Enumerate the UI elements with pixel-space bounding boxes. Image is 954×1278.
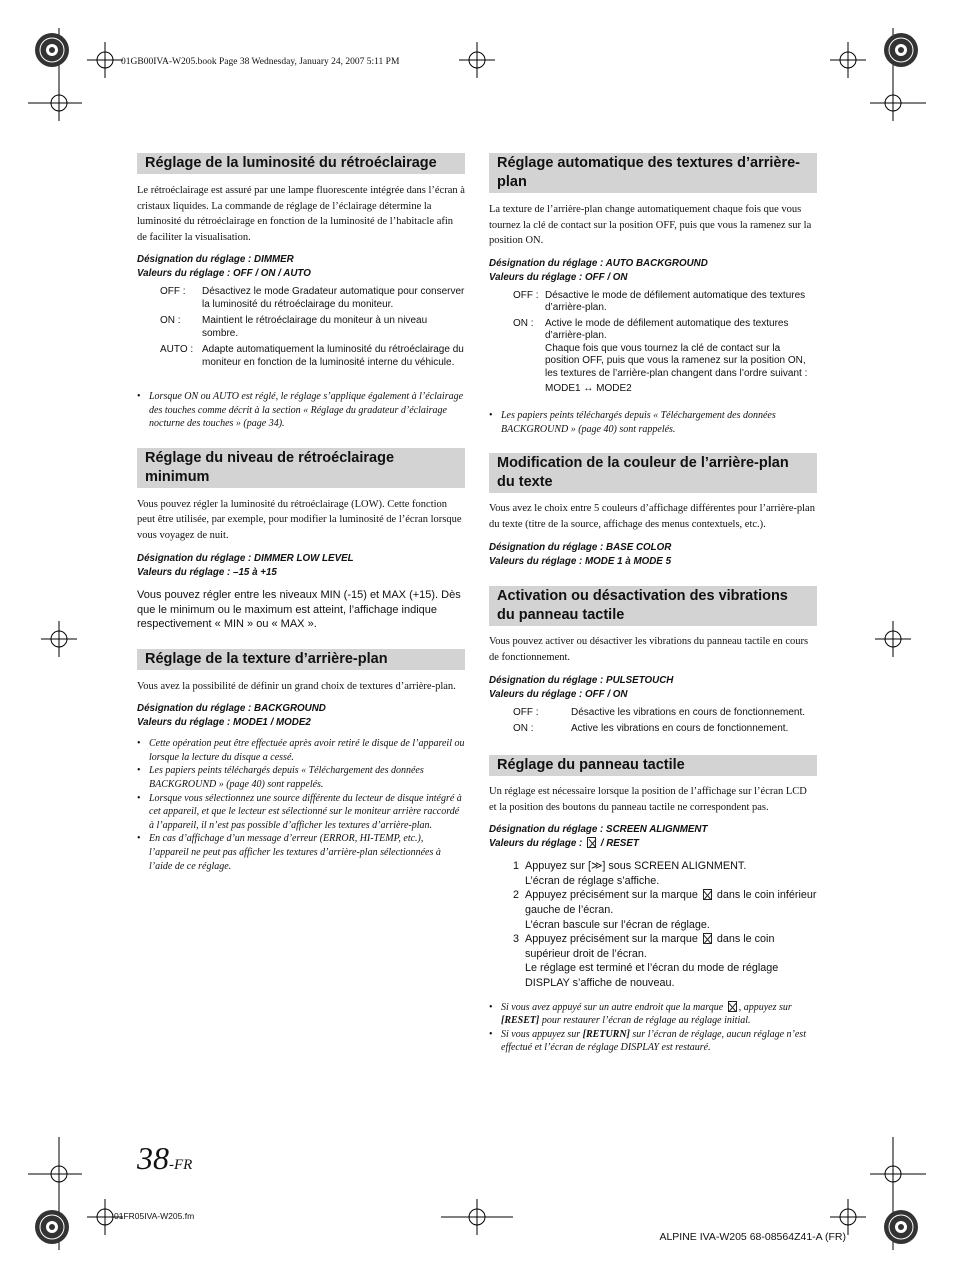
step-item: 3 Appuyez précisément sur la marque dans le coin supérieur droit de l’écran. Le réglage est terminé et l’écran du mode de réglage DISPLAY s’affiche de nouveau. [513, 933, 779, 989]
paragraph: Vous avez la possibilité de définir un grand choix de textures d’arrière-plan. [137, 680, 456, 692]
paragraph: Vous pouvez activer ou désactiver les vibrations du panneau tactile en cours de fonctionnement. [489, 636, 809, 663]
crosshair-mark [875, 85, 911, 121]
page-language: -FR [169, 1157, 193, 1173]
option-desc: Désactivez le mode Gradateur automatique pour conserver la luminosité du rétroéclairage du moniteur. [202, 286, 465, 310]
option-row [513, 707, 817, 720]
section-heading: Activation ou désactivation des vibrations du panneau tactile [489, 586, 817, 626]
note-item: • Si vous appuyez sur [RETURN] sur l’écran de réglage, aucun réglage n’est effectué et l’écran de réglage DISPLAY est restauré. [489, 1028, 806, 1054]
option-desc: Adapte automatiquement la luminosité du rétroéclairage du moniteur en fonction de la luminosité interne du véhicule. [202, 344, 464, 368]
note-item: • Lorsque vous sélectionnez une source différente du lecteur de disque intégré à cet appareil, et que le lecteur est sélectionné sur le moniteur arrière raccordé à l’appareil, il n’est pas possible d’afficher les textures d’arrière-plan. [137, 792, 462, 831]
option-row [160, 286, 465, 311]
option-key: ON : [513, 317, 534, 329]
setting-name: Désignation du réglage : AUTO BACKGROUND [489, 257, 708, 269]
forward-icon: ≫ [591, 860, 603, 873]
section-heading: Réglage de la texture d’arrière-plan [137, 649, 465, 670]
option-key: ON : [160, 315, 181, 326]
setting-values: Valeurs du réglage : OFF / ON / AUTO [137, 268, 311, 279]
paragraph: Vous avez le choix entre 5 couleurs d’affichage différentes pour l’arrière-plan du texte (titre de la source, affichage des menus contextuels, etc.). [489, 503, 815, 530]
paragraph: Le rétroéclairage est assuré par une lampe fluorescente intégrée dans l’écran à cristaux liquides. La commande de réglage de l’éclairage détermine la luminosité du rétroéclairage en fonction de la luminosité de l’habitacle afin de faciliter la visualisation. [137, 185, 465, 243]
option-desc: Active les vibrations en cours de fonctionnement. [571, 722, 789, 734]
right-column [489, 153, 817, 1055]
paragraph: La texture de l’arrière-plan change automatiquement chaque fois que vous tournez la clé de contact sur la position OFF, puis que vous la ramenez sur la position ON. [489, 204, 812, 246]
page-number-value: 38 [137, 1140, 169, 1176]
note-item: • Lorsque ON ou AUTO est réglé, le réglage s’applique également à l’éclairage des touches comme décrit à la section « Réglage du gradateur d’éclairage nocturne des touches » (page 34). [137, 391, 464, 430]
crosshair-mark [875, 621, 911, 657]
crosshair-mark [830, 1199, 866, 1235]
rosette-mark [884, 33, 918, 67]
option-row [513, 318, 817, 381]
cross-target-icon [728, 1001, 737, 1012]
note-item: • Les papiers peints téléchargés depuis « Téléchargement des données BACKGROUND » (page 40) sont rappelés. [489, 410, 776, 435]
crosshair-mark [41, 1156, 77, 1192]
paragraph: Vous pouvez régler la luminosité du rétroéclairage (LOW). Cette fonction peut être utilisée, par exemple, pour modifier la luminosité de l’écran lorsque vous voyagez de nuit. [137, 498, 462, 541]
section-heading: Réglage du niveau de rétroéclairage minimum [137, 448, 465, 488]
note-item: • Les papiers peints téléchargés depuis « Téléchargement des données BACKGROUND » (page 40) sont rappelés. [137, 765, 424, 791]
setting-values: Valeurs du réglage : / RESET [489, 838, 639, 850]
step-item: 2 Appuyez précisément sur la marque dans le coin inférieur gauche de l’écran. L’écran bascule sur l’écran de réglage. [513, 889, 817, 931]
crosshair-mark [41, 621, 77, 657]
setting-values: Valeurs du réglage : OFF / ON [489, 271, 628, 283]
option-desc: Désactive le mode de défilement automatique des textures d’arrière-plan. [545, 289, 806, 313]
option-row [160, 344, 465, 369]
crosshair-mark [41, 85, 77, 121]
note-item: • Si vous avez appuyé sur un autre endroit que la marque , appuyez sur [RESET] pour restaurer l’écran de réglage au réglage initial. [489, 1001, 792, 1027]
option-desc: Désactive les vibrations en cours de fonctionnement. [571, 707, 806, 719]
step-item: 1 Appuyez sur [≫] sous SCREEN ALIGNMENT. L’écran de réglage s’affiche. [513, 860, 747, 887]
page-number [137, 1140, 192, 1177]
note-item: • En cas d’affichage d’un message d’erreur (ERROR, HI-TEMP, etc.), l’appareil ne peut pas afficher les textures d’arrière-plan sélectionnées à l’aide de ce réglage. [137, 833, 441, 872]
section-heading: Modification de la couleur de l’arrière-plan du texte [489, 453, 817, 493]
paragraph: Un réglage est nécessaire lorsque la position de l’affichage sur l’écran LCD et la position des boutons du panneau tactile ne correspondent pas. [489, 786, 807, 813]
setting-name: Désignation du réglage : PULSETOUCH [489, 675, 674, 687]
option-row [160, 315, 465, 340]
cross-target-icon [703, 933, 712, 944]
option-row [513, 723, 817, 736]
setting-name: Désignation du réglage : SCREEN ALIGNMENT [489, 824, 708, 836]
option-key: AUTO : [160, 344, 194, 355]
rosette-mark [35, 33, 69, 67]
rosette-mark [884, 1210, 918, 1244]
footer-model: ALPINE IVA-W205 68-08564Z41-A (FR) [659, 1231, 846, 1243]
crosshair-mark [87, 42, 123, 78]
crosshair-mark [875, 1156, 911, 1192]
setting-name: Désignation du réglage : DIMMER LOW LEVEL [137, 553, 354, 565]
section-heading: Réglage du panneau tactile [489, 755, 817, 776]
section-heading: Réglage de la luminosité du rétroéclairage [137, 153, 465, 174]
left-column [137, 153, 465, 873]
setting-values: Valeurs du réglage : OFF / ON [489, 689, 628, 701]
option-row [513, 290, 817, 315]
crosshair-mark [459, 1199, 495, 1235]
option-key: OFF : [160, 286, 186, 297]
paragraph: Vous pouvez régler entre les niveaux MIN (-15) et MAX (+15). Dès que le minimum ou le maximum est atteint, l’affichage indique respectivement « MIN » ou « MAX ». [137, 589, 461, 631]
rosette-mark [35, 1210, 69, 1244]
option-key: ON : [513, 722, 534, 734]
setting-values: Valeurs du réglage : MODE1 / MODE2 [137, 717, 311, 729]
setting-values: Valeurs du réglage : –15 à +15 [137, 567, 277, 579]
option-key: OFF : [513, 289, 539, 301]
cross-target-icon [587, 837, 596, 848]
mode-sequence: MODE1 ↔ MODE2 [545, 383, 632, 394]
cross-target-icon [703, 889, 712, 900]
setting-name: Désignation du réglage : BASE COLOR [489, 542, 672, 554]
footer-file: 01FR05IVA-W205.fm [114, 1211, 195, 1221]
section-heading: Réglage automatique des textures d’arrière-plan [489, 153, 817, 193]
option-key: OFF : [513, 707, 539, 719]
setting-name: Désignation du réglage : DIMMER [137, 254, 294, 265]
note-item: • Cette opération peut être effectuée après avoir retiré le disque de l’appareil ou lorsque la lecture du disque a cessé. [137, 738, 465, 763]
option-desc: Maintient le rétroéclairage du moniteur à un niveau sombre. [202, 315, 428, 339]
file-info-header: 01GB00IVA-W205.book Page 38 Wednesday, January 24, 2007 5:11 PM [121, 57, 400, 67]
setting-name: Désignation du réglage : BACKGROUND [137, 703, 326, 715]
crosshair-mark [830, 42, 866, 78]
crosshair-mark [459, 42, 495, 78]
option-desc: Active le mode de défilement automatique des textures d’arrière-plan. Chaque fois que vous tournez la clé de contact sur la position OFF, puis que vous la ramenez sur la position ON, les textures de l’arrière-plan changent dans l’ordre suivant : [545, 317, 808, 379]
setting-values: Valeurs du réglage : MODE 1 à MODE 5 [489, 556, 672, 568]
